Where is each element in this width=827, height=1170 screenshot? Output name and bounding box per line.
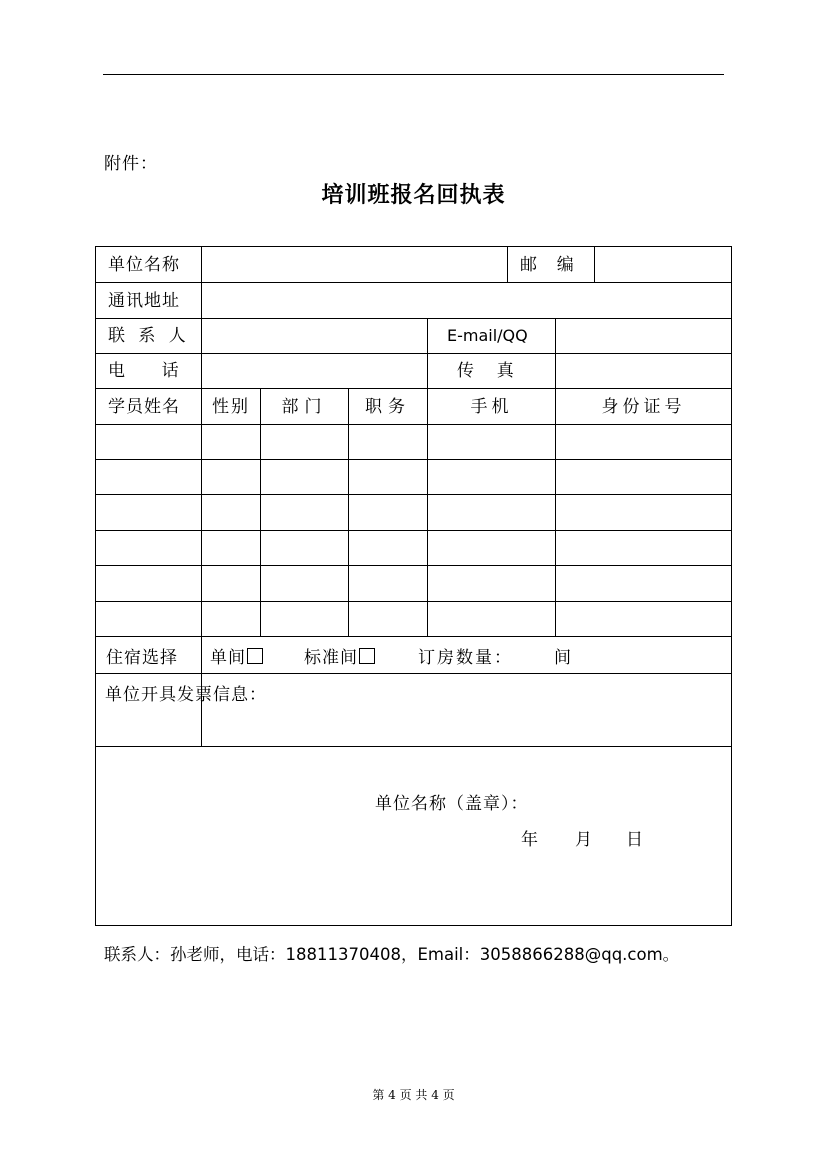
col-line — [594, 247, 595, 283]
fax-label: 传 真 — [457, 361, 518, 381]
row-line — [96, 388, 731, 389]
header-rule — [103, 74, 724, 75]
row-line — [96, 530, 731, 531]
lodging-single-option[interactable] — [210, 648, 263, 668]
postcode-label: 邮 编 — [520, 255, 577, 275]
col-line — [555, 318, 556, 637]
col-line — [260, 388, 261, 637]
row-line — [96, 353, 731, 354]
row-line — [96, 601, 731, 602]
email-label: E-mail/QQ — [447, 326, 528, 345]
row-line — [96, 565, 731, 566]
unit-name-label: 单位名称 — [108, 255, 180, 275]
seal-label: 单位名称（盖章）： — [375, 794, 529, 814]
column-header: 性别 — [212, 397, 250, 417]
invoice-label: 单位开具发票信息： — [105, 685, 267, 705]
contact-note: 联系人：孙老师，电话：18811370408，Email：3058866288@qq.com。 — [104, 945, 680, 964]
contact-label: 联 系 人 — [108, 326, 190, 346]
standard-room-checkbox[interactable] — [359, 648, 375, 664]
col-line — [427, 318, 428, 637]
document-title: 培训班报名回执表 — [321, 182, 506, 208]
date-month: 月 — [575, 830, 592, 850]
attachment-label: 附件： — [104, 154, 158, 174]
lodging-label: 住宿选择 — [106, 648, 178, 668]
column-header: 学员姓名 — [108, 397, 180, 417]
room-unit-label: 间 — [554, 648, 571, 668]
date-year: 年 — [521, 830, 538, 850]
single-room-checkbox[interactable] — [247, 648, 263, 664]
date-day: 日 — [626, 830, 643, 850]
phone-label: 电 话 — [108, 361, 182, 381]
col-line — [348, 388, 349, 637]
column-header: 身份证号 — [601, 397, 686, 417]
row-line — [96, 494, 731, 495]
col-line — [201, 247, 202, 746]
page-number: 第 4 页 共 4 页 — [372, 1088, 455, 1102]
row-line — [96, 636, 731, 637]
registration-form — [95, 246, 732, 926]
column-header: 部门 — [281, 397, 328, 417]
standard-room-label: 标准间 — [304, 648, 358, 668]
row-line — [96, 459, 731, 460]
row-line — [96, 424, 731, 425]
row-line — [96, 673, 731, 674]
column-header: 手机 — [470, 397, 513, 417]
address-label: 通讯地址 — [108, 291, 180, 311]
row-line — [96, 746, 731, 747]
room-count-label: 订房数量： — [418, 648, 513, 668]
column-header: 职务 — [365, 397, 411, 417]
col-line — [507, 247, 508, 283]
row-line — [96, 282, 731, 283]
lodging-standard-option[interactable] — [304, 648, 375, 668]
row-line — [96, 318, 731, 319]
single-room-label: 单间 — [210, 648, 246, 668]
